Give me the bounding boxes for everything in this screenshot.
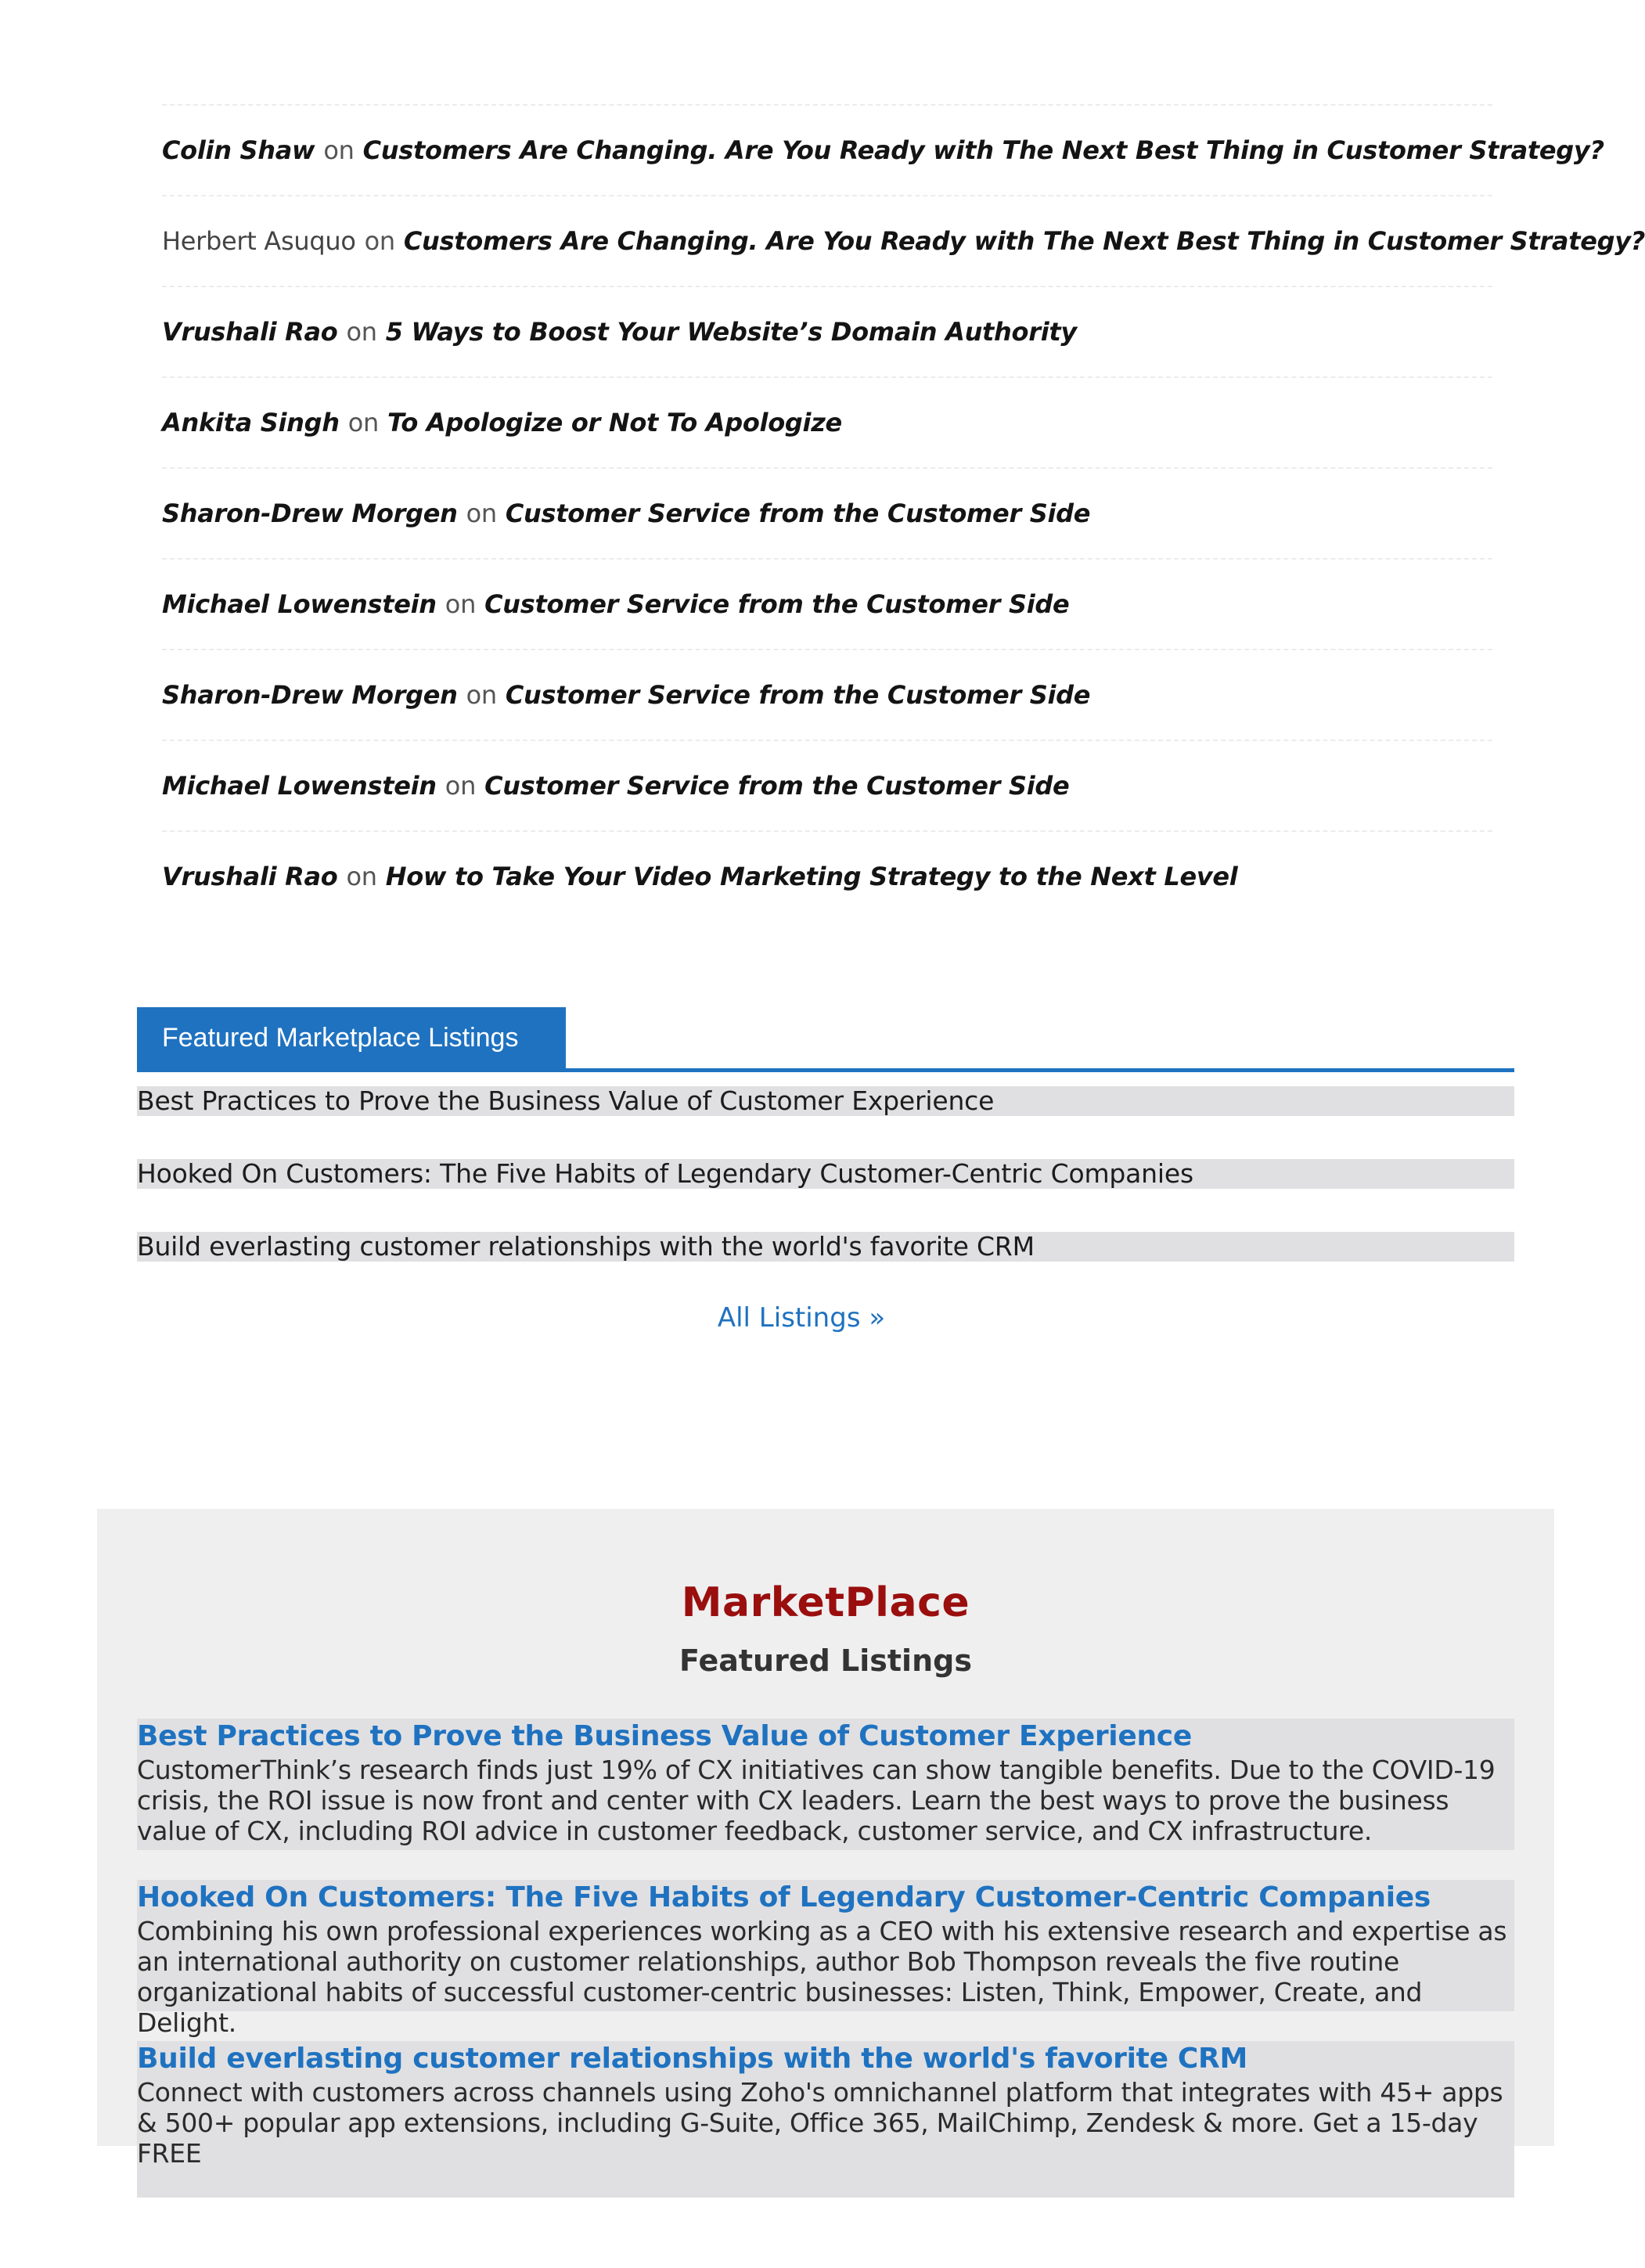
comment-item (162, 286, 1492, 376)
comment-post-link[interactable]: Customers Are Changing. Are You Ready with The Next Best Thing in Customer Strategy? (403, 226, 1645, 256)
marketplace-listing-description: CustomerThink’s research finds just 19% of CX initiatives can show tangible benefits. Due to the COVID-19 crisis, the ROI issue is now front and center with CX leaders. Learn the best ways to prove the business value of CX, including ROI advice in customer feedback, customer service, and CX infrastructure. (137, 1755, 1496, 1846)
comment-connector: on (445, 771, 477, 801)
comment-author-link[interactable]: Vrushali Rao (162, 862, 338, 891)
comment-post-link[interactable]: Customer Service from the Customer Side (484, 771, 1070, 801)
comment-connector: on (466, 499, 497, 528)
featured-listing-link[interactable]: Hooked On Customers: The Five Habits of Legendary Customer-Centric Companies (137, 1159, 1514, 1189)
marketplace-title: MarketPlace (681, 1579, 970, 1626)
comment-connector: on (346, 317, 377, 347)
marketplace-listing (137, 2041, 1514, 2198)
comment-author-link[interactable]: Colin Shaw (162, 135, 315, 165)
marketplace-panel (97, 1509, 1554, 2169)
comment-post-link[interactable]: To Apologize or Not To Apologize (387, 408, 842, 437)
featured-listing-link[interactable]: Best Practices to Prove the Business Value of Customer Experience (137, 1086, 1514, 1116)
marketplace-listing (137, 1880, 1514, 2038)
comment-item (162, 558, 1492, 649)
comment-author-link[interactable]: Ankita Singh (162, 408, 340, 437)
marketplace-listing-title[interactable]: Best Practices to Prove the Business Value of Customer Experience (137, 1720, 1192, 1752)
featured-listings-title: Featured Marketplace Listings (137, 1007, 566, 1068)
comment-item (162, 649, 1492, 740)
marketplace-listing-description: Combining his own professional experiences working as a CEO with his extensive research and expertise as an international authority on customer relationships, author Bob Thompson reveals the five routine organizational habits of successful customer-centric businesses: Listen, Think, Empower, Create, and Delight. (137, 1916, 1507, 2038)
comment-item (162, 195, 1645, 286)
comment-item (162, 376, 1492, 467)
featured-listings-header (137, 1007, 1514, 1072)
comment-post-link[interactable]: 5 Ways to Boost Your Website’s Domain Authority (385, 317, 1077, 347)
comment-author-link[interactable]: Michael Lowenstein (162, 589, 437, 619)
marketplace-listing-title[interactable]: Build everlasting customer relationships with the world's favorite CRM (137, 2043, 1248, 2075)
comment-post-link[interactable]: Customers Are Changing. Are You Ready with The Next Best Thing in Customer Strategy? (362, 135, 1604, 165)
marketplace-listing-title[interactable]: Hooked On Customers: The Five Habits of Legendary Customer-Centric Companies (137, 1881, 1431, 1913)
marketplace-listing-description: Connect with customers across channels using Zoho's omnichannel platform that integrates with 45+ apps & 500+ popular app extensions, including G-Suite, Office 365, MailChimp, Zendesk & more. Get a 15-day FREE (137, 2077, 1503, 2169)
all-listings-link[interactable]: All Listings » (717, 1302, 886, 1334)
comment-author-link[interactable]: Sharon-Drew Morgen (162, 680, 458, 710)
comment-post-link[interactable]: Customer Service from the Customer Side (505, 499, 1091, 528)
marketplace-listing (137, 1719, 1514, 1850)
comment-connector: on (445, 589, 477, 619)
marketplace-subtitle: Featured Listings (679, 1643, 972, 1678)
comment-author-link[interactable]: Vrushali Rao (162, 317, 338, 347)
comment-post-link[interactable]: Customer Service from the Customer Side (505, 680, 1091, 710)
comment-author-link[interactable]: Michael Lowenstein (162, 771, 437, 801)
comment-post-link[interactable]: Customer Service from the Customer Side (484, 589, 1070, 619)
comment-connector: on (347, 408, 379, 437)
comment-item (162, 104, 1604, 195)
comment-author: Herbert Asuquo (162, 226, 356, 256)
comment-item (162, 740, 1492, 830)
featured-listing-link[interactable]: Build everlasting customer relationships with the world's favorite CRM (137, 1232, 1514, 1262)
comment-item (162, 467, 1492, 558)
comment-post-link[interactable]: How to Take Your Video Marketing Strategy to the Next Level (385, 862, 1238, 891)
comment-connector: on (323, 135, 355, 165)
comment-connector: on (364, 226, 395, 256)
comment-connector: on (466, 680, 497, 710)
comment-item (162, 830, 1492, 921)
recent-comments-list (162, 104, 1645, 921)
comment-author-link[interactable]: Sharon-Drew Morgen (162, 499, 458, 528)
comment-connector: on (346, 862, 377, 891)
